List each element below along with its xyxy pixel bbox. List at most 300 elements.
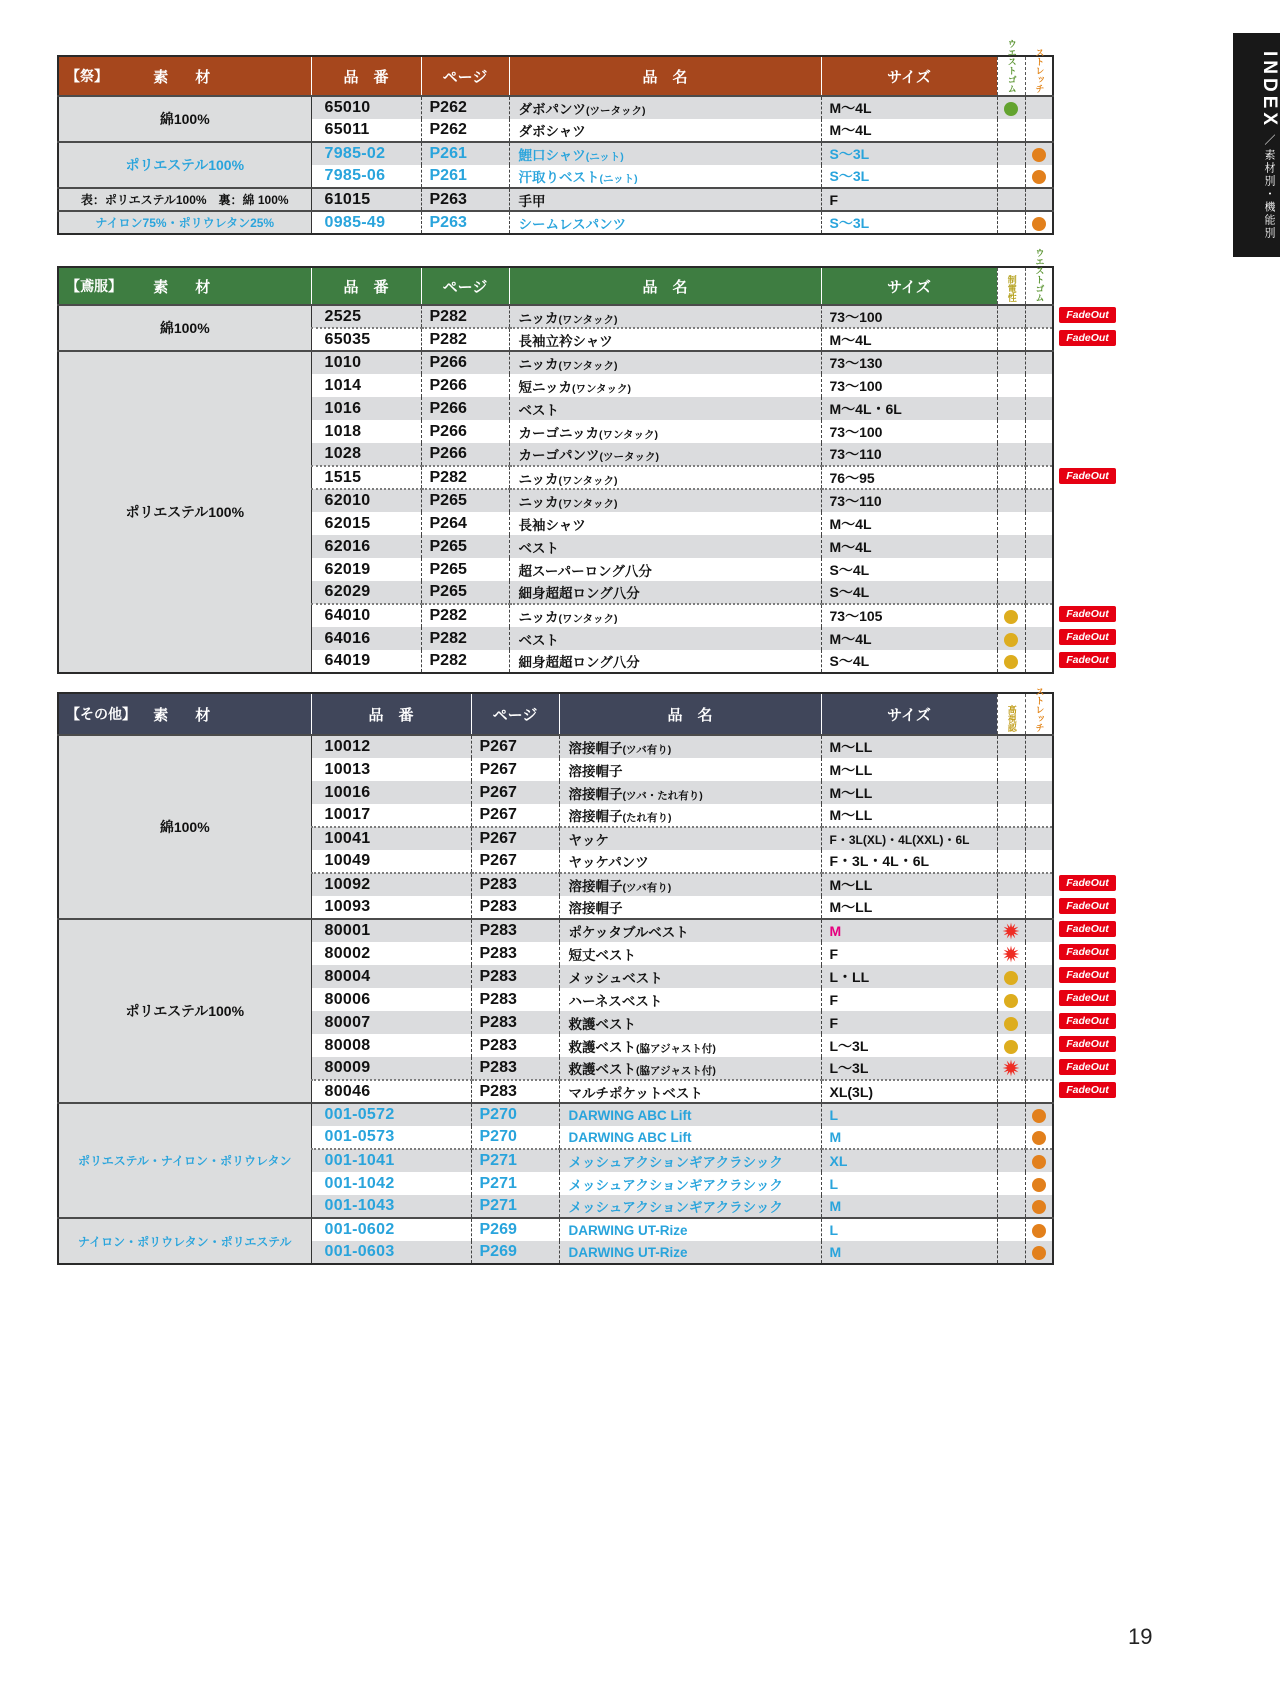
- size-cell: L: [821, 1218, 997, 1241]
- feature-cell: [1025, 1034, 1053, 1057]
- size-cell: M〜LL: [821, 804, 997, 827]
- column-header-size: サイズ: [821, 56, 997, 96]
- product-code-cell: 1028: [311, 443, 421, 466]
- size-cell: L・LL: [821, 965, 997, 988]
- feature-cell: [997, 1034, 1025, 1057]
- feature-cell: [1025, 1218, 1053, 1241]
- page-ref-cell: P283: [471, 988, 559, 1011]
- column-header-page: ページ: [421, 56, 509, 96]
- product-code-cell: 10041: [311, 827, 471, 850]
- product-code-cell: 65035: [311, 328, 421, 351]
- size-cell: L〜3L: [821, 1034, 997, 1057]
- material-cell: ポリエステル100%: [58, 351, 311, 673]
- feature-cell: [997, 1172, 1025, 1195]
- product-code-cell[interactable]: 001-0603: [311, 1241, 471, 1264]
- feature-cell: [997, 119, 1025, 142]
- product-name-cell: ニッカ(ワンタック): [509, 604, 821, 627]
- page-ref-cell: P267: [471, 758, 559, 781]
- product-code-cell[interactable]: 001-1041: [311, 1149, 471, 1172]
- product-name-cell[interactable]: DARWING UT-Rize: [559, 1241, 821, 1264]
- feature-cell: [997, 804, 1025, 827]
- feature-cell: [1025, 466, 1053, 489]
- page-ref-cell: P266: [421, 351, 509, 374]
- feature-cell: [1025, 558, 1053, 581]
- index-tab-separator: ／: [1263, 133, 1275, 145]
- fadeout-badge: FadeOut: [1059, 1013, 1116, 1029]
- size-cell: M〜LL: [821, 873, 997, 896]
- page-ref-cell: P282: [421, 650, 509, 673]
- feature-cell: [1025, 512, 1053, 535]
- product-name-cell[interactable]: 汗取りベスト(ニット): [509, 165, 821, 188]
- product-code-cell: 80001: [311, 919, 471, 942]
- product-index-table: [57, 687, 1054, 1265]
- antistatic-dot-icon: [1004, 655, 1018, 669]
- table-row: [58, 351, 1053, 374]
- feature-cell: [1025, 758, 1053, 781]
- product-code-cell: 1016: [311, 397, 421, 420]
- table-row[interactable]: [58, 1218, 1053, 1241]
- column-header-size: サイズ: [821, 693, 997, 735]
- stretch-dot-icon: [1032, 1224, 1046, 1238]
- stretch-dot-icon: [1032, 148, 1046, 162]
- product-name-cell: ヤッケ: [559, 827, 821, 850]
- feature-cell: [997, 1149, 1025, 1172]
- fadeout-badge: FadeOut: [1059, 468, 1116, 484]
- size-cell: M〜LL: [821, 896, 997, 919]
- product-code-cell: 1010: [311, 351, 421, 374]
- feature-cell: [1025, 850, 1053, 873]
- feature-cell: [1025, 305, 1053, 328]
- feature-cell: [1025, 1172, 1053, 1195]
- antistatic-dot-icon: [1004, 633, 1018, 647]
- feature-cell: [997, 1103, 1025, 1126]
- page-number: 19: [1128, 1624, 1153, 1649]
- fadeout-badge: FadeOut: [1059, 875, 1116, 891]
- high-visibility-star-icon: [1002, 944, 1020, 960]
- column-header-page: ページ: [421, 267, 509, 305]
- product-name-cell[interactable]: メッシュアクションギアクラシック: [559, 1172, 821, 1195]
- product-name-cell: 長袖シャツ: [509, 512, 821, 535]
- high-visibility-dot-icon: [1004, 971, 1018, 985]
- product-code-cell: 62010: [311, 489, 421, 512]
- product-code-cell: 62015: [311, 512, 421, 535]
- table-row[interactable]: [58, 211, 1053, 234]
- column-header-name: 品 名: [509, 267, 821, 305]
- size-cell: 76〜95: [821, 466, 997, 489]
- size-cell: M〜4L: [821, 328, 997, 351]
- page-ref-cell: P267: [471, 735, 559, 758]
- high-visibility-dot-icon: [1004, 1017, 1018, 1031]
- feature-cell: [1025, 942, 1053, 965]
- feature-cell: [1025, 420, 1053, 443]
- feature-cell: [1025, 374, 1053, 397]
- material-column-header: 【その他】 素 材: [58, 693, 311, 735]
- product-name-cell: ダボシャツ: [509, 119, 821, 142]
- size-cell: M〜LL: [821, 735, 997, 758]
- feature-column-header: ウエストゴム: [997, 56, 1025, 96]
- feature-cell: [997, 873, 1025, 896]
- product-code-cell: 62029: [311, 581, 421, 604]
- feature-cell: [997, 919, 1025, 942]
- stretch-dot-icon: [1032, 217, 1046, 231]
- feature-cell: [997, 512, 1025, 535]
- feature-cell: [1025, 1011, 1053, 1034]
- page-ref-cell: P283: [471, 1057, 559, 1080]
- feature-cell: [997, 827, 1025, 850]
- table-row: [58, 188, 1053, 211]
- product-code-cell: 10092: [311, 873, 471, 896]
- fadeout-badge: FadeOut: [1059, 1059, 1116, 1075]
- material-cell: 綿100%: [58, 735, 311, 919]
- material-cell: 表：ポリエステル100% 裏：綿 100%: [58, 188, 311, 211]
- table-row: [58, 305, 1053, 328]
- product-code-cell: 80009: [311, 1057, 471, 1080]
- feature-cell: [997, 850, 1025, 873]
- size-cell: XL: [821, 1149, 997, 1172]
- product-name-cell[interactable]: メッシュアクションギアクラシック: [559, 1149, 821, 1172]
- feature-cell: [997, 420, 1025, 443]
- page-ref-cell[interactable]: P261: [421, 142, 509, 165]
- product-name-cell: ダボパンツ(ツータック): [509, 96, 821, 119]
- size-cell: 73〜110: [821, 489, 997, 512]
- feature-cell: [997, 165, 1025, 188]
- product-name-cell: ベスト: [509, 627, 821, 650]
- column-header-name: 品 名: [559, 693, 821, 735]
- page-ref-cell: P267: [471, 850, 559, 873]
- product-code-cell[interactable]: 7985-02: [311, 142, 421, 165]
- stretch-dot-icon: [1032, 170, 1046, 184]
- fadeout-badge: FadeOut: [1059, 944, 1116, 960]
- feature-cell: [997, 735, 1025, 758]
- feature-cell: [997, 650, 1025, 673]
- size-cell: M: [821, 1126, 997, 1149]
- page-ref-cell: P265: [421, 558, 509, 581]
- material-column-header: 【祭】 素 材: [58, 56, 311, 96]
- feature-cell: [1025, 1080, 1053, 1103]
- feature-column-header: 高視認: [997, 693, 1025, 735]
- fadeout-badge: FadeOut: [1059, 1082, 1116, 1098]
- page-ref-cell: P282: [421, 305, 509, 328]
- feature-cell: [1025, 1126, 1053, 1149]
- material-cell: ナイロン75%・ポリウレタン25%: [58, 211, 311, 234]
- product-name-cell: マルチポケットベスト: [559, 1080, 821, 1103]
- page-ref-cell: P283: [471, 1034, 559, 1057]
- feature-cell: [1025, 804, 1053, 827]
- product-code-cell: 62019: [311, 558, 421, 581]
- feature-cell: [997, 397, 1025, 420]
- page-ref-cell[interactable]: P271: [471, 1172, 559, 1195]
- page-ref-cell[interactable]: P270: [471, 1103, 559, 1126]
- feature-cell: [997, 942, 1025, 965]
- product-code-cell: 64019: [311, 650, 421, 673]
- table-row: [58, 919, 1053, 942]
- feature-column-header: ストレッチ: [1025, 693, 1053, 735]
- product-name-cell[interactable]: DARWING UT-Rize: [559, 1218, 821, 1241]
- product-code-cell: 62016: [311, 535, 421, 558]
- product-code-cell: 1014: [311, 374, 421, 397]
- page-ref-cell: P266: [421, 420, 509, 443]
- feature-cell: [1025, 627, 1053, 650]
- index-table-tobifuku: [57, 248, 1177, 674]
- feature-cell: [1025, 965, 1053, 988]
- product-code-cell: 80004: [311, 965, 471, 988]
- size-cell: F: [821, 188, 997, 211]
- product-code-cell: 10093: [311, 896, 471, 919]
- page-ref-cell: P266: [421, 443, 509, 466]
- product-name-cell: ニッカ(ワンタック): [509, 351, 821, 374]
- product-name-cell: ニッカ(ワンタック): [509, 466, 821, 489]
- material-cell: ポリエステル・ナイロン・ポリウレタン: [58, 1103, 311, 1218]
- page-ref-cell: P283: [471, 896, 559, 919]
- feature-cell: [1025, 1149, 1053, 1172]
- size-cell: S〜4L: [821, 581, 997, 604]
- product-code-cell: 61015: [311, 188, 421, 211]
- product-code-cell: 10017: [311, 804, 471, 827]
- product-name-cell: ニッカ(ワンタック): [509, 489, 821, 512]
- product-name-cell: ヤッケパンツ: [559, 850, 821, 873]
- high-visibility-dot-icon: [1004, 1040, 1018, 1054]
- product-name-cell: 超スーパーロング八分: [509, 558, 821, 581]
- product-code-cell: 65011: [311, 119, 421, 142]
- feature-cell: [997, 1080, 1025, 1103]
- size-cell: L: [821, 1103, 997, 1126]
- product-code-cell: 80046: [311, 1080, 471, 1103]
- size-cell: M〜4L: [821, 96, 997, 119]
- feature-cell: [1025, 211, 1053, 234]
- product-name-cell: メッシュベスト: [559, 965, 821, 988]
- feature-cell: [997, 781, 1025, 804]
- material-cell: ポリエステル100%: [58, 142, 311, 188]
- feature-column-header: ストレッチ: [1025, 56, 1053, 96]
- product-name-cell[interactable]: DARWING ABC Lift: [559, 1103, 821, 1126]
- table-row[interactable]: [58, 142, 1053, 165]
- page-ref-cell: P267: [471, 827, 559, 850]
- feature-cell: [997, 351, 1025, 374]
- size-cell: S〜4L: [821, 650, 997, 673]
- product-name-cell[interactable]: メッシュアクションギアクラシック: [559, 1195, 821, 1218]
- feature-cell: [997, 328, 1025, 351]
- size-cell: M: [821, 919, 997, 942]
- page-ref-cell: P265: [421, 535, 509, 558]
- column-header-name: 品 名: [509, 56, 821, 96]
- page-ref-cell: P282: [421, 328, 509, 351]
- size-cell: M〜4L: [821, 512, 997, 535]
- page-ref-cell: P282: [421, 466, 509, 489]
- stretch-dot-icon: [1032, 1155, 1046, 1169]
- stretch-dot-icon: [1032, 1200, 1046, 1214]
- size-cell: M〜LL: [821, 781, 997, 804]
- product-index-table: [57, 248, 1054, 674]
- feature-cell: [997, 558, 1025, 581]
- product-name-cell: ニッカ(ワンタック): [509, 305, 821, 328]
- product-code-cell[interactable]: 001-0572: [311, 1103, 471, 1126]
- column-header-page: ページ: [471, 693, 559, 735]
- page-ref-cell: P262: [421, 96, 509, 119]
- material-cell: ポリエステル100%: [58, 919, 311, 1103]
- page-ref-cell: P283: [471, 1080, 559, 1103]
- size-cell: L〜3L: [821, 1057, 997, 1080]
- page-ref-cell: P266: [421, 397, 509, 420]
- fadeout-badge: FadeOut: [1059, 990, 1116, 1006]
- page-ref-cell[interactable]: P271: [471, 1149, 559, 1172]
- feature-cell: [1025, 735, 1053, 758]
- high-visibility-star-icon: [1002, 922, 1020, 938]
- feature-cell: [1025, 988, 1053, 1011]
- size-cell: F・3L・4L・6L: [821, 850, 997, 873]
- page-ref-cell: P262: [421, 119, 509, 142]
- page-ref-cell: P267: [471, 781, 559, 804]
- fadeout-badge: FadeOut: [1059, 606, 1116, 622]
- feature-cell: [997, 489, 1025, 512]
- material-cell: 綿100%: [58, 305, 311, 351]
- material-cell: ナイロン・ポリウレタン・ポリエステル: [58, 1218, 311, 1264]
- feature-column-header: ウエストゴム: [1025, 267, 1053, 305]
- page-ref-cell: P267: [471, 804, 559, 827]
- feature-cell: [1025, 165, 1053, 188]
- size-cell: L: [821, 1172, 997, 1195]
- feature-cell: [997, 1195, 1025, 1218]
- product-name-cell: 溶接帽子: [559, 896, 821, 919]
- product-code-cell: 65010: [311, 96, 421, 119]
- waist-elastic-dot-icon: [1004, 102, 1018, 116]
- page-ref-cell: P266: [421, 374, 509, 397]
- index-table-matsuri: [57, 39, 1177, 235]
- feature-cell: [997, 581, 1025, 604]
- feature-cell: [1025, 581, 1053, 604]
- size-cell: M〜4L: [821, 535, 997, 558]
- high-visibility-dot-icon: [1004, 994, 1018, 1008]
- product-name-cell: 溶接帽子(ツバ有り): [559, 873, 821, 896]
- table-row: [58, 735, 1053, 758]
- material-cell: 綿100%: [58, 96, 311, 142]
- table-category-title: 【鳶服】: [66, 278, 122, 294]
- size-cell: XL(3L): [821, 1080, 997, 1103]
- index-sidebar-tab[interactable]: [1233, 33, 1280, 257]
- size-cell: S〜3L: [821, 142, 997, 165]
- column-header-code: 品 番: [311, 693, 471, 735]
- product-code-cell[interactable]: 0985-49: [311, 211, 421, 234]
- product-code-cell: 2525: [311, 305, 421, 328]
- page-ref-cell: P283: [471, 942, 559, 965]
- feature-cell: [1025, 142, 1053, 165]
- page-ref-cell: P265: [421, 489, 509, 512]
- stretch-dot-icon: [1032, 1246, 1046, 1260]
- material-column-header: 【鳶服】 素 材: [58, 267, 311, 305]
- size-cell: M〜LL: [821, 758, 997, 781]
- feature-column-header: 制電性: [997, 267, 1025, 305]
- feature-cell: [1025, 96, 1053, 119]
- size-cell: S〜3L: [821, 165, 997, 188]
- size-cell: M〜4L: [821, 627, 997, 650]
- product-name-cell: カーゴパンツ(ツータック): [509, 443, 821, 466]
- feature-cell: [1025, 1241, 1053, 1264]
- size-cell: S〜3L: [821, 211, 997, 234]
- product-name-cell: ベスト: [509, 535, 821, 558]
- size-cell: 73〜100: [821, 305, 997, 328]
- product-code-cell: 10012: [311, 735, 471, 758]
- page-ref-cell[interactable]: P269: [471, 1241, 559, 1264]
- product-name-cell: 救護ベスト(脇アジャスト付): [559, 1057, 821, 1080]
- product-code-cell[interactable]: 7985-06: [311, 165, 421, 188]
- feature-cell: [997, 1126, 1025, 1149]
- size-cell: F: [821, 1011, 997, 1034]
- fadeout-badge: FadeOut: [1059, 629, 1116, 645]
- fadeout-badge: FadeOut: [1059, 921, 1116, 937]
- feature-cell: [1025, 873, 1053, 896]
- feature-cell: [1025, 188, 1053, 211]
- fadeout-badge: FadeOut: [1059, 967, 1116, 983]
- feature-cell: [1025, 919, 1053, 942]
- size-cell: 73〜130: [821, 351, 997, 374]
- product-name-cell: ポケッタブルベスト: [559, 919, 821, 942]
- product-code-cell: 10016: [311, 781, 471, 804]
- product-code-cell: 80006: [311, 988, 471, 1011]
- index-table-sonota: [57, 687, 1177, 1265]
- page-ref-cell: P264: [421, 512, 509, 535]
- size-cell: F: [821, 988, 997, 1011]
- page-ref-cell[interactable]: P261: [421, 165, 509, 188]
- antistatic-dot-icon: [1004, 610, 1018, 624]
- size-cell: F: [821, 942, 997, 965]
- product-name-cell: 手甲: [509, 188, 821, 211]
- column-header-code: 品 番: [311, 267, 421, 305]
- column-header-code: 品 番: [311, 56, 421, 96]
- page-ref-cell: P265: [421, 581, 509, 604]
- feature-cell: [1025, 1057, 1053, 1080]
- product-code-cell: 80007: [311, 1011, 471, 1034]
- page-ref-cell: P283: [471, 873, 559, 896]
- page-ref-cell: P282: [421, 627, 509, 650]
- fadeout-badge: FadeOut: [1059, 652, 1116, 668]
- product-name-cell: 長袖立衿シャツ: [509, 328, 821, 351]
- feature-cell: [1025, 119, 1053, 142]
- size-cell: 73〜100: [821, 374, 997, 397]
- page-ref-cell[interactable]: P271: [471, 1195, 559, 1218]
- product-name-cell: 短ニッカ(ワンタック): [509, 374, 821, 397]
- feature-cell: [997, 466, 1025, 489]
- page-ref-cell[interactable]: P270: [471, 1126, 559, 1149]
- page-ref-cell[interactable]: P269: [471, 1218, 559, 1241]
- page-ref-cell: P282: [421, 604, 509, 627]
- feature-cell: [997, 211, 1025, 234]
- fadeout-badge: FadeOut: [1059, 307, 1116, 323]
- feature-cell: [997, 535, 1025, 558]
- feature-cell: [1025, 650, 1053, 673]
- feature-cell: [997, 188, 1025, 211]
- product-name-cell[interactable]: DARWING ABC Lift: [559, 1126, 821, 1149]
- page-ref-cell: P283: [471, 919, 559, 942]
- product-code-cell: 1515: [311, 466, 421, 489]
- product-code-cell: 64016: [311, 627, 421, 650]
- product-code-cell[interactable]: 001-1043: [311, 1195, 471, 1218]
- product-code-cell: 10013: [311, 758, 471, 781]
- index-tab-title: INDEX: [1259, 51, 1280, 130]
- feature-cell: [997, 1057, 1025, 1080]
- product-code-cell[interactable]: 001-0573: [311, 1126, 471, 1149]
- product-name-cell[interactable]: シームレスパンツ: [509, 211, 821, 234]
- table-row[interactable]: [58, 1103, 1053, 1126]
- fadeout-badge: FadeOut: [1059, 1036, 1116, 1052]
- feature-cell: [1025, 604, 1053, 627]
- feature-cell: [997, 758, 1025, 781]
- product-code-cell[interactable]: 001-0602: [311, 1218, 471, 1241]
- page-ref-cell[interactable]: P263: [421, 211, 509, 234]
- product-name-cell[interactable]: 鯉口シャツ(ニット): [509, 142, 821, 165]
- product-code-cell[interactable]: 001-1042: [311, 1172, 471, 1195]
- table-category-title: 【祭】: [66, 68, 108, 84]
- page-ref-cell: P283: [471, 965, 559, 988]
- feature-cell: [997, 604, 1025, 627]
